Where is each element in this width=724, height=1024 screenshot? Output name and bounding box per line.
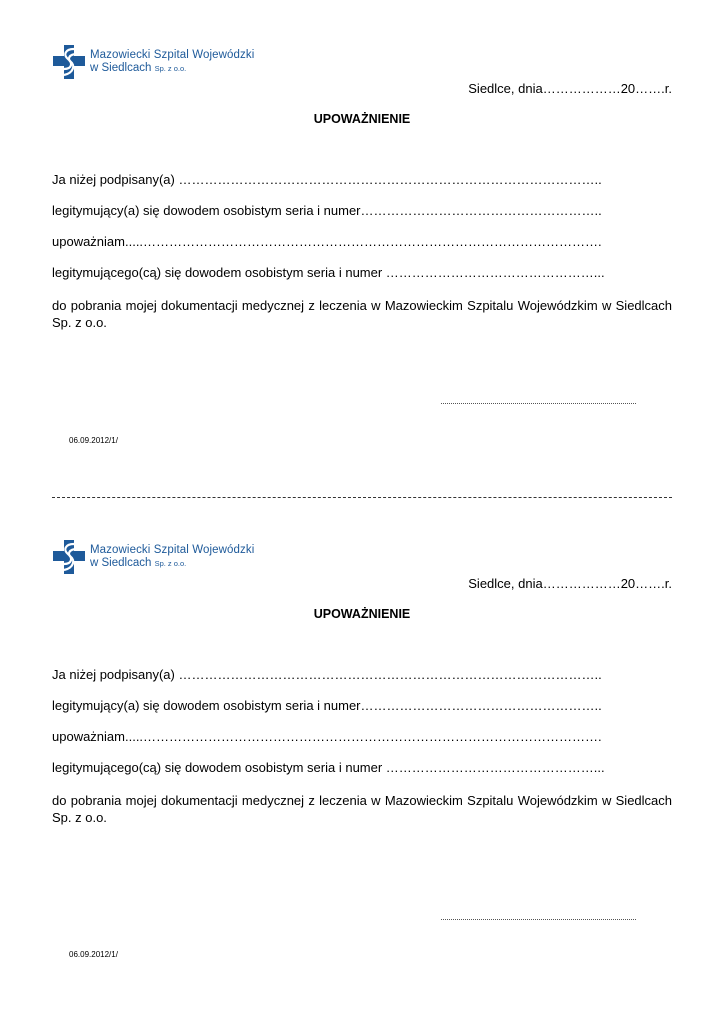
signatory-id-line: legitymujący(a) się dowodem osobistym seria i numer……………………………………………….. [52,203,602,218]
hospital-company-suffix: Sp. z o.o. [154,559,187,568]
signatory-name-line: Ja niżej podpisany(a) …………………………………………………………………………………….. [52,667,602,682]
form-code: 06.09.2012/1/ [69,436,118,445]
hospital-logo [53,540,253,574]
hospital-name-line1: Mazowiecki Szpital Wojewódzki [90,544,255,556]
hospital-name-line2 [90,62,254,75]
authorization-purpose: do pobrania mojej dokumentacji medycznej z leczenia w Mazowieckim Szpitalu Wojewódzkim w Siedlcach Sp. z o.o. [52,298,672,330]
document-title: UPOWAŻNIENIE [313,112,411,126]
date-line: Siedlce, dnia………………20…….r. [468,576,672,591]
authorized-id-line: legitymującego(cą) się dowodem osobistym seria i numer …………………………………………... [52,760,605,775]
hospital-city: w Siedlcach [90,557,152,569]
document-title: UPOWAŻNIENIE [313,607,411,621]
authorization-form-top [0,0,724,495]
hospital-name-line1: Mazowiecki Szpital Wojewódzki [90,49,255,61]
authorized-id-line: legitymującego(cą) się dowodem osobistym seria i numer …………………………………………... [52,265,605,280]
signature-line [441,919,636,920]
signature-line [441,403,636,404]
authorization-form-bottom [0,495,724,990]
hospital-logo-icon [53,45,85,79]
hospital-name [90,544,254,570]
hospital-company-suffix: Sp. z o.o. [154,64,187,73]
hospital-logo-icon [53,540,85,574]
authorization-purpose: do pobrania mojej dokumentacji medycznej z leczenia w Mazowieckim Szpitalu Wojewódzkim w Siedlcach Sp. z o.o. [52,793,672,825]
hospital-name-line2 [90,557,254,570]
date-line: Siedlce, dnia………………20…….r. [468,81,672,96]
authorized-person-line: upoważniam.....……………………………………………………………………………………………. [52,729,602,744]
authorized-person-line: upoważniam.....……………………………………………………………………………………………. [52,234,602,249]
signatory-id-line: legitymujący(a) się dowodem osobistym seria i numer……………………………………………….. [52,698,602,713]
hospital-city: w Siedlcach [90,62,152,74]
signatory-name-line: Ja niżej podpisany(a) …………………………………………………………………………………….. [52,172,602,187]
hospital-name [90,49,254,75]
hospital-logo [53,45,253,79]
form-code: 06.09.2012/1/ [69,950,118,959]
